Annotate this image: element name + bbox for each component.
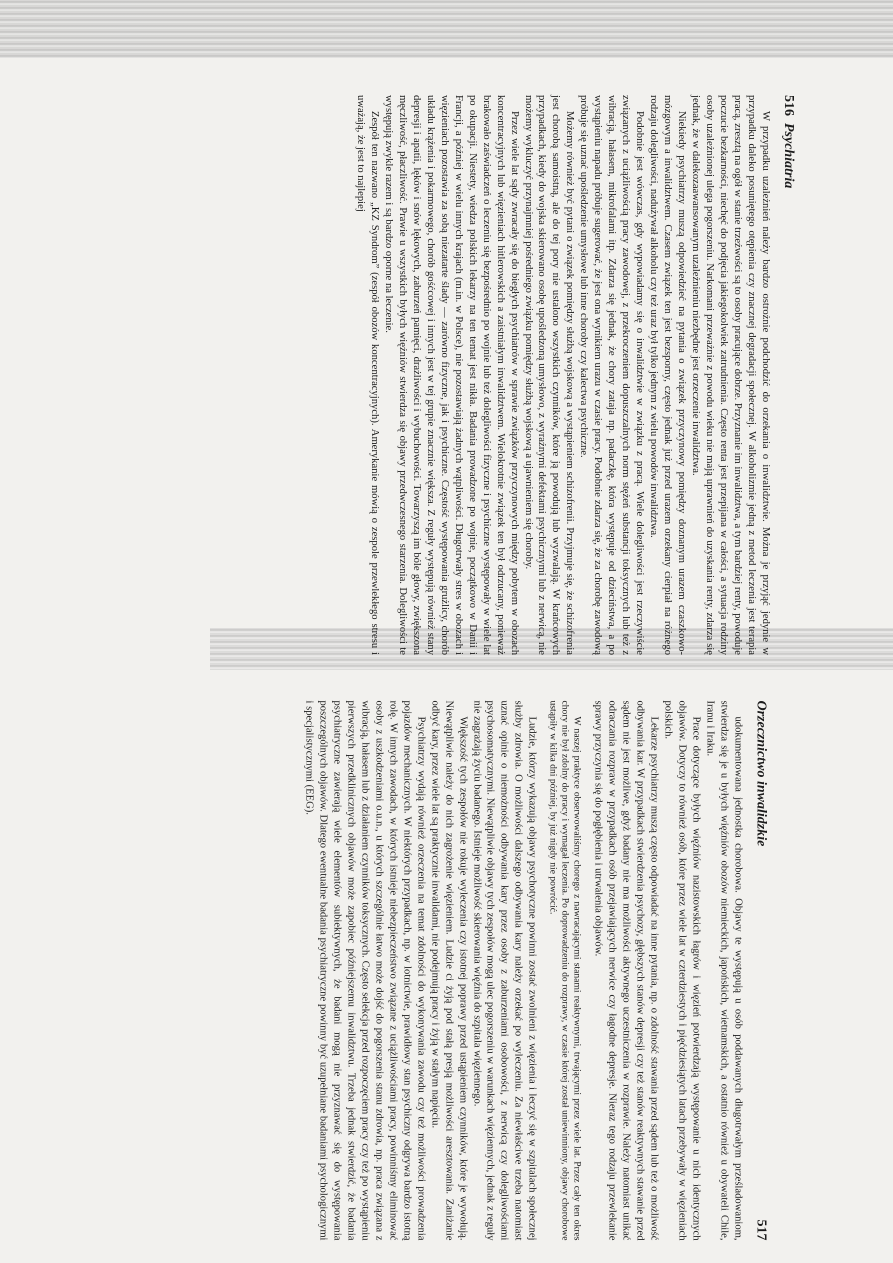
paragraph: Zespół ten nazwano „KZ Syndrom” (zespół obozów koncentracyjnych). Amerykanie mówią o zespole przewlekłego stresu i uważają, że jest to najlepiej [354,95,380,655]
paragraph: Niekiedy psychiatrzy muszą odpowiedzieć na pytania o związek przyczynowy pomiędzy doznanym urazem czaszkowo-mózgowym a inwalidztwem. Czasem związek ten jest bezsporny, często jednak już przed urazem orzekany cierpiał na różnego rodzaju dolegliwości, nadużywał alkoholu czy też uraz był tylko jednym z wielu powodów inwalidztwa. [648,95,688,655]
page-header [780,95,796,655]
paragraph: Lekarze psychiatrzy muszą często odpowiadać na inne pytania, np. o zdolność stawania przed sądem lub też o możliwość odbywania kar. W przypadkach stwierdzenia psychozy, głębszych stanów depresji czy też stanów reaktywnych stawanie przed sądem nie jest możliwe, gdyż badany nie ma możliwości aktywnego uczestniczenia w rozprawie. Należy natomiast unikać odraczania rozpraw w przypadkach osób przejawiających nerwice czy łagodne depresje. Nieraz tego rodzaju przewlekanie sprawy przyczynia się do pogłębienia i utrwalenia objawów. [592,700,660,1241]
page-516 [96,95,796,655]
page-517 [64,701,769,1241]
paragraph: Większość tych zespołów nie rokuje wyleczenia czy istotnej poprawy przed ustąpieniem czynników, które je wywołują. Niewątpliwie należy do nich zagrożenie więzieniem. Ludzie ci żyją pod stałą presją możliwości aresztowania. Zaniżanie odbyć kary, przez wiele lat są praktycznie inwalidami, nie podejmują pracy i żyją w stałym napięciu. [429,700,469,1241]
paragraph: W przypadku uzależnień należy bardzo ostrożnie podchodzić do orzekania o inwalidztwie. Można je przyjąć jedynie w przypadku daleko posuniętego otępienia czy znacznej degradacji społecznej. W alkoholizmie jedną z metod leczenia jest terapia pracą, zresztą na ogół w stanie trzeźwości są to osoby pracujące dobrze. Przyznanie im inwalidztwa, a tym bardziej renty, powoduje poczucie bezkarności, niechęć do podjęcia jakiegokolwiek zatrudnienia. Często renta jest przepijana w całości, a sytuacja rodziny osoby uzależnionej ulega pogorszeniu. Narkomani przeważnie z powodu wieku nie mają uprawnień do uzyskania renty, zdarza się jednak, że w dalekozaawansowanym uzależnieniu niezbędne jest orzeczenie inwalidztwa. [690,95,771,655]
paragraph: udokumentowana jednostka chorobowa. Objawy te występują u osób poddawanych długotrwałym prześladowaniom, stwierdza się je u byłych więźniów obozów niemieckich, japońskich, wietnamskich, a ostatnio również u obywateli Chile, Iranu i Iraku. [704,700,744,1241]
case-note [547,701,583,1241]
scan-artifact-top [0,0,893,58]
running-title: Psychiatria [781,123,796,189]
page-number: 516 [781,95,796,116]
page-text [301,701,744,1241]
paragraph: Psychiatrzy wydają również orzeczenia na temat zdolności do wykonywania zawodu czy też możliwości prowadzenia pojazdów mechanicznych. W niektórych przypadkach, np. w lotnictwie, prawidłowy stan psychiczny odgrywa bardzo istotną rolę. W innych zawodach, w których istnieje niebezpieczeństwo związane z uciążliwościami pracy, powinniśmy eliminować osoby z uszkodzeniami o.u.n., u których szczególnie łatwo może dojść do pogorszenia stanu zdrowia, np. praca związana z wibracją, hałasem lub z działaniem czynników toksycznych. Często selekcja przed rozpoczęciem pracy czy też po wystąpieniu pierwszych przedklinicznych objawów może zapobiec późniejszemu inwalidztwu. Trzeba jednak stwierdzić, że badania psychiatryczne zawierają wiele elementów subiektywnych, że badani mogą nie przyznawać się do występowania poszczególnych objawów. Dlatego ewentualne badania psychiatryczne powinny być uzupełniane badaniami psychologicznymi i specjalistycznymi (EEG). [303,700,427,1241]
page-header [753,701,769,1241]
paragraph: Możemy również być pytani o związek pomiędzy służbą wojskową a wystąpieniem schizofrenii. Przyjmuje się, że schizofrenia jest chorobą samoistną, ale do tej pory nie ustalono wszystkich czynników, które ją powodują lub wyzwalają. W krańcowych przypadkach, kiedy do wojska skierowano osobę upośledzoną umysłowo, z wyraźnymi defektami psychicznymi lub z nerwicą, nie możemy wykluczyć przynajmniej pośredniego związku pomiędzy służbą wojskową a ujawnieniem się choroby. [522,95,576,655]
paragraph: Ludzie, którzy wykazują objawy psychotyczne powinni zostać zwolnieni z więzienia i leczyć się w szpitalach społecznej służby zdrowia. O możliwości dalszego odbywania kary należy orzekać po wyleczeniu. Za niewłaściwe trzeba natomiast uznać opinie o niemożności odbywania kary przez osoby z zaburzeniami osobowości, z nerwicą czy dolegliwościami psychosomatycznymi. Niewątpliwie objawy tych zespołów mogą ulec pogorszeniu w warunkach więziennych, jednak z reguły nie zagrażają życiu badanego. Istnieje możliwość skierowania więźnia do szpitala więziennego. [471,700,538,1241]
page-text [353,95,772,655]
page-number: 517 [753,1219,769,1241]
paragraph: Przez wiele lat sądy zwracały się do biegłych psychiatrów w sprawie związków przyczynowych między pobytem w obozach koncentracyjnych lub więzieniach hitlerowskich a zaistniałym inwalidztwem. Wielokrotnie związek ten był odrzucany, ponieważ brakowało zaświadczeń o leczeniu się bezpośrednio po wojnie lub też dolegliwości fizyczne i psychiczne występowały w wiele lat po okupacji. Niestety, wiedza polskich lekarzy na ten temat jest nikła. Badania prowadzone po wojnie, początkowo w Danii i Francji, a później w wielu innych krajach (m.in. w Polsce), nie pozostawiają żadnych wątpliwości. Długotrwały stres w obozach i więzieniach pozostawia za sobą niezatarte ślady — zarówno fizyczne, jak i psychiczne. Częstość występowania grużlicy, chorób układu krążenia i pokarmowego, chorób gośćcowej i innych jest w tej grupie znacznie większa. Z reguły występują również stany depresji i apatii, lęków i snów lękowych, zaburzeń pamięci, drażliwości i wybuchowości. Towarzyszą im bóle głowy, zwiększona męczliwość, płaczliwość. Prawie u wszystkich byłych więźniów stwierdza się objawy przedwczesnego starzenia. Dolegliwości te występują zwykle razem i są bardzo oporne na leczenie. [382,95,520,655]
paragraph: Prace dotyczące byłych więźniów nazistowskich łagrów i więzień potwierdzają występowanie u nich identycznych objawów. Dotyczy to również osób, które przez wiele lat w czterdziestych i pięćdziesiątych latach przebywały w więzieniach polskich. [662,700,702,1241]
paragraph: Podobnie jest wówczas, gdy wypowiadamy się o inwalidztwie w związku z pracą. Wiele dolegliwości jest rzeczywiście związanych z uciążliwością pracy zawodowej, z przekroczeniem dopuszczalnych norm stężeń substancji toksycznych lub też z wibracją, hałasem, mikrofalami itp. Zdarza się jednak, że chory zataja np. padaczkę, która występuje od dzieciństwa, a po wystąpieniu napadu próbuje sugerować, że jest ona wynikiem urazu w czasie pracy. Podobnie zdarza się, że za chorobę zawodową próbuje się uznać upośledzenie umysłowe lub inne choroby czy kalectwa psychiczne. [578,95,646,655]
paragraph: W naszej praktyce obserwowaliśmy chorego z nawracającymi stanami reaktywnymi, trwającymi przez wiele lat. Przez cały ten okres chory nie był zdolny do pracy i wymagał leczenia. Po doprowadzeniu do rozprawy, w czasie której został uniewinniony, objawy chorobowe ustąpiły w kilka dni później, by już nigdy nie powrócić. [547,700,583,1241]
running-title: Orzecznictwo inwalidzkie [753,700,769,847]
